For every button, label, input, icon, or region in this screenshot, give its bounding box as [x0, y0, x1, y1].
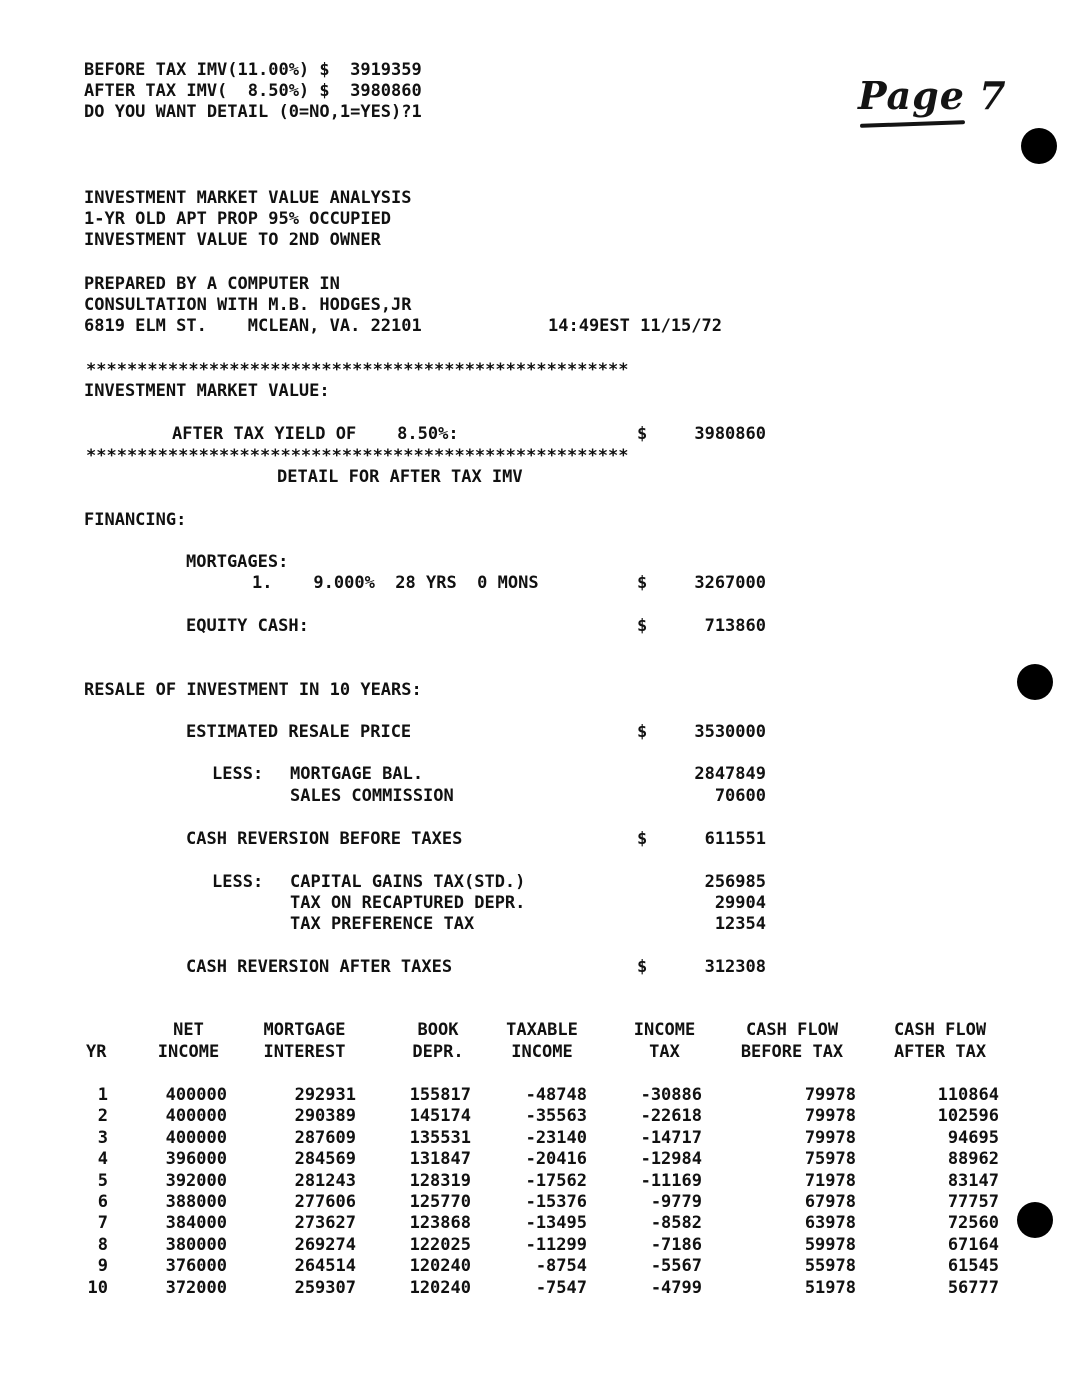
before-tax-dollar: $: [637, 829, 648, 849]
table-cell-taxable-income: -35563: [525, 1106, 587, 1127]
table-cell-income-tax: -22618: [640, 1106, 702, 1127]
table-cell-book-depr: 155817: [409, 1085, 471, 1105]
table-cell-cash-flow-after-tax: 61545: [947, 1256, 999, 1277]
table-cell-cash-flow-before-tax: 71978: [804, 1170, 856, 1191]
table-cell-income-tax: -9779: [650, 1192, 702, 1212]
table-cell-net-income: 392000: [165, 1170, 227, 1191]
address-line: 6819 ELM ST. MCLEAN, VA. 22101: [84, 316, 422, 336]
table-cell-income-tax: -11169: [640, 1170, 702, 1191]
table-cell-book-depr: 131847: [409, 1149, 471, 1170]
table-row-year: 10: [87, 1277, 108, 1298]
equity-cash-amount: 713860: [704, 616, 766, 636]
table-cell-taxable-income: -11299: [525, 1234, 587, 1255]
table-cell-book-depr: 120240: [409, 1256, 471, 1277]
header-yr-bottom: YR: [86, 1042, 107, 1062]
resale-price-dollar: $: [637, 722, 648, 742]
table-cell-taxable-income: -48748: [525, 1085, 587, 1105]
header-cash-flow-before-tax-top: CASH FLOW: [745, 1020, 839, 1040]
table-cell-cash-flow-after-tax: 56777: [947, 1277, 999, 1298]
table-cell-income-tax: -14717: [640, 1127, 702, 1148]
star-divider-2: *****************************************************: [86, 446, 629, 466]
punch-hole-bottom: [1017, 1202, 1053, 1238]
table-row-year: 2: [97, 1106, 108, 1127]
title-line-2: 1-YR OLD APT PROP 95% OCCUPIED: [84, 209, 392, 229]
after-tax-imv-line: AFTER TAX IMV( 8.50%) $ 3980860: [84, 81, 422, 101]
table-cell-book-depr: 128319: [409, 1170, 471, 1191]
table-cell-mortgage-interest: 287609: [294, 1127, 356, 1148]
mortgage-line: 1. 9.000% 28 YRS 0 MONS: [252, 573, 539, 593]
financing-heading: FINANCING:: [84, 510, 187, 530]
cash-reversion-after: 312308: [704, 957, 766, 977]
header-cash-flow-before-tax-bottom: BEFORE TAX: [740, 1042, 844, 1062]
table-cell-cash-flow-after-tax: 83147: [947, 1170, 999, 1191]
header-taxable-income-top: TAXABLE: [506, 1020, 578, 1040]
table-cell-cash-flow-before-tax: 63978: [804, 1213, 856, 1234]
table-cell-income-tax: -4799: [650, 1277, 702, 1298]
header-income-tax-bottom: TAX: [649, 1042, 680, 1062]
table-cell-net-income: 380000: [165, 1234, 227, 1255]
table-cell-cash-flow-after-tax: 102596: [937, 1106, 999, 1127]
table-cell-book-depr: 145174: [409, 1106, 471, 1127]
table-cell-net-income: 388000: [165, 1192, 227, 1212]
tax-preference-label: TAX PREFERENCE TAX: [290, 914, 475, 934]
table-cell-cash-flow-before-tax: 79978: [804, 1085, 856, 1105]
cash-reversion-after-label: CASH REVERSION AFTER TAXES: [186, 957, 453, 977]
header-book-depr-bottom: DEPR.: [412, 1042, 464, 1062]
after-tax-yield-label: AFTER TAX YIELD OF 8.50%:: [172, 424, 459, 444]
title-line-1: INVESTMENT MARKET VALUE ANALYSIS: [84, 188, 412, 208]
handwritten-page-note: Page 7: [858, 73, 1007, 118]
cash-reversion-before: 611551: [704, 829, 766, 849]
table-cell-cash-flow-before-tax: 79978: [804, 1127, 856, 1148]
punch-hole-top: [1021, 128, 1057, 164]
capital-gains: 256985: [704, 872, 766, 892]
table-row-year: 1: [97, 1085, 108, 1105]
header-mortgage-interest-top: MORTGAGE: [263, 1020, 346, 1040]
table-cell-net-income: 400000: [165, 1085, 227, 1105]
punch-hole-middle: [1017, 664, 1053, 700]
table-row-year: 7: [97, 1213, 108, 1234]
imv-dollar: $: [637, 424, 648, 444]
table-cell-taxable-income: -23140: [525, 1127, 587, 1148]
table-cell-cash-flow-before-tax: 67978: [804, 1192, 856, 1212]
less-label-2: LESS:: [212, 872, 264, 892]
table-cell-net-income: 372000: [165, 1277, 227, 1298]
recaptured-depr: 29904: [714, 893, 766, 913]
table-row-year: 3: [97, 1127, 108, 1148]
sales-commission-label: SALES COMMISSION: [290, 786, 454, 806]
table-row-year: 4: [97, 1149, 108, 1170]
table-cell-taxable-income: -7547: [535, 1277, 587, 1298]
timestamp: 14:49EST 11/15/72: [548, 316, 722, 336]
sales-commission: 70600: [714, 786, 766, 806]
table-cell-net-income: 400000: [165, 1127, 227, 1148]
table-cell-cash-flow-after-tax: 67164: [947, 1234, 999, 1255]
table-cell-mortgage-interest: 259307: [294, 1277, 356, 1298]
mortgage-amount: 3267000: [694, 573, 766, 593]
table-cell-taxable-income: -20416: [525, 1149, 587, 1170]
table-cell-cash-flow-before-tax: 79978: [804, 1106, 856, 1127]
table-cell-mortgage-interest: 277606: [294, 1192, 356, 1212]
table-cell-mortgage-interest: 269274: [294, 1234, 356, 1255]
table-cell-mortgage-interest: 273627: [294, 1213, 356, 1234]
table-cell-book-depr: 120240: [409, 1277, 471, 1298]
table-row-year: 8: [97, 1234, 108, 1255]
mortgage-bal-label: MORTGAGE BAL.: [290, 764, 424, 784]
table-cell-mortgage-interest: 292931: [294, 1085, 356, 1105]
table-cell-mortgage-interest: 284569: [294, 1149, 356, 1170]
detail-prompt-line: DO YOU WANT DETAIL (0=NO,1=YES)?1: [84, 102, 422, 122]
before-tax-imv-line: BEFORE TAX IMV(11.00%) $ 3919359: [84, 60, 422, 80]
mortgage-dollar: $: [637, 573, 648, 593]
table-cell-net-income: 400000: [165, 1106, 227, 1127]
header-net-income-top: NET: [173, 1020, 204, 1040]
resale-price-label: ESTIMATED RESALE PRICE: [186, 722, 412, 742]
header-book-depr-top: BOOK: [417, 1020, 459, 1040]
table-cell-cash-flow-before-tax: 75978: [804, 1149, 856, 1170]
table-cell-cash-flow-after-tax: 72560: [947, 1213, 999, 1234]
recaptured-depr-label: TAX ON RECAPTURED DEPR.: [290, 893, 526, 913]
table-cell-cash-flow-after-tax: 94695: [947, 1127, 999, 1148]
prepared-line-1: PREPARED BY A COMPUTER IN: [84, 274, 340, 294]
table-cell-cash-flow-after-tax: 110864: [937, 1085, 999, 1105]
table-cell-mortgage-interest: 290389: [294, 1106, 356, 1127]
tax-preference: 12354: [714, 914, 766, 934]
table-cell-net-income: 376000: [165, 1256, 227, 1277]
mortgage-bal: 2847849: [694, 764, 766, 784]
table-cell-cash-flow-before-tax: 55978: [804, 1256, 856, 1277]
less-label-1: LESS:: [212, 764, 264, 784]
table-cell-cash-flow-after-tax: 77757: [947, 1192, 999, 1212]
table-cell-book-depr: 123868: [409, 1213, 471, 1234]
table-cell-cash-flow-after-tax: 88962: [947, 1149, 999, 1170]
resale-price: 3530000: [694, 722, 766, 742]
table-cell-book-depr: 122025: [409, 1234, 471, 1255]
table-cell-income-tax: -5567: [650, 1256, 702, 1277]
table-cell-mortgage-interest: 281243: [294, 1170, 356, 1191]
title-line-3: INVESTMENT VALUE TO 2ND OWNER: [84, 230, 381, 250]
table-cell-net-income: 384000: [165, 1213, 227, 1234]
after-tax-dollar: $: [637, 957, 648, 977]
table-cell-mortgage-interest: 264514: [294, 1256, 356, 1277]
equity-cash-label: EQUITY CASH:: [186, 616, 309, 636]
header-cash-flow-after-tax-top: CASH FLOW: [893, 1020, 987, 1040]
capital-gains-label: CAPITAL GAINS TAX(STD.): [290, 872, 526, 892]
table-cell-book-depr: 125770: [409, 1192, 471, 1212]
star-divider-1: *****************************************************: [86, 360, 629, 380]
table-cell-cash-flow-before-tax: 51978: [804, 1277, 856, 1298]
detail-heading: DETAIL FOR AFTER TAX IMV: [277, 467, 523, 487]
header-cash-flow-after-tax-bottom: AFTER TAX: [893, 1042, 987, 1062]
header-taxable-income-bottom: INCOME: [511, 1042, 573, 1062]
resale-heading: RESALE OF INVESTMENT IN 10 YEARS:: [84, 680, 422, 700]
table-row-year: 5: [97, 1170, 108, 1191]
imv-heading: INVESTMENT MARKET VALUE:: [84, 381, 330, 401]
header-mortgage-interest-bottom: INTEREST: [263, 1042, 346, 1062]
table-cell-net-income: 396000: [165, 1149, 227, 1170]
equity-dollar: $: [637, 616, 648, 636]
imv-value: 3980860: [694, 424, 766, 444]
table-row-year: 6: [97, 1192, 108, 1212]
cash-reversion-before-label: CASH REVERSION BEFORE TAXES: [186, 829, 463, 849]
prepared-line-2: CONSULTATION WITH M.B. HODGES,JR: [84, 295, 412, 315]
mortgages-label: MORTGAGES:: [186, 552, 289, 572]
table-cell-book-depr: 135531: [409, 1127, 471, 1148]
table-cell-cash-flow-before-tax: 59978: [804, 1234, 856, 1255]
table-row-year: 9: [97, 1256, 108, 1277]
table-cell-income-tax: -12984: [640, 1149, 702, 1170]
table-cell-taxable-income: -17562: [525, 1170, 587, 1191]
header-net-income-bottom: INCOME: [157, 1042, 220, 1062]
table-cell-income-tax: -7186: [650, 1234, 702, 1255]
table-cell-taxable-income: -15376: [525, 1192, 587, 1212]
page-note-underline: [860, 120, 965, 128]
table-cell-taxable-income: -8754: [535, 1256, 587, 1277]
table-cell-income-tax: -8582: [650, 1213, 702, 1234]
table-cell-taxable-income: -13495: [525, 1213, 587, 1234]
table-cell-income-tax: -30886: [640, 1085, 702, 1105]
header-income-tax-top: INCOME: [633, 1020, 696, 1040]
